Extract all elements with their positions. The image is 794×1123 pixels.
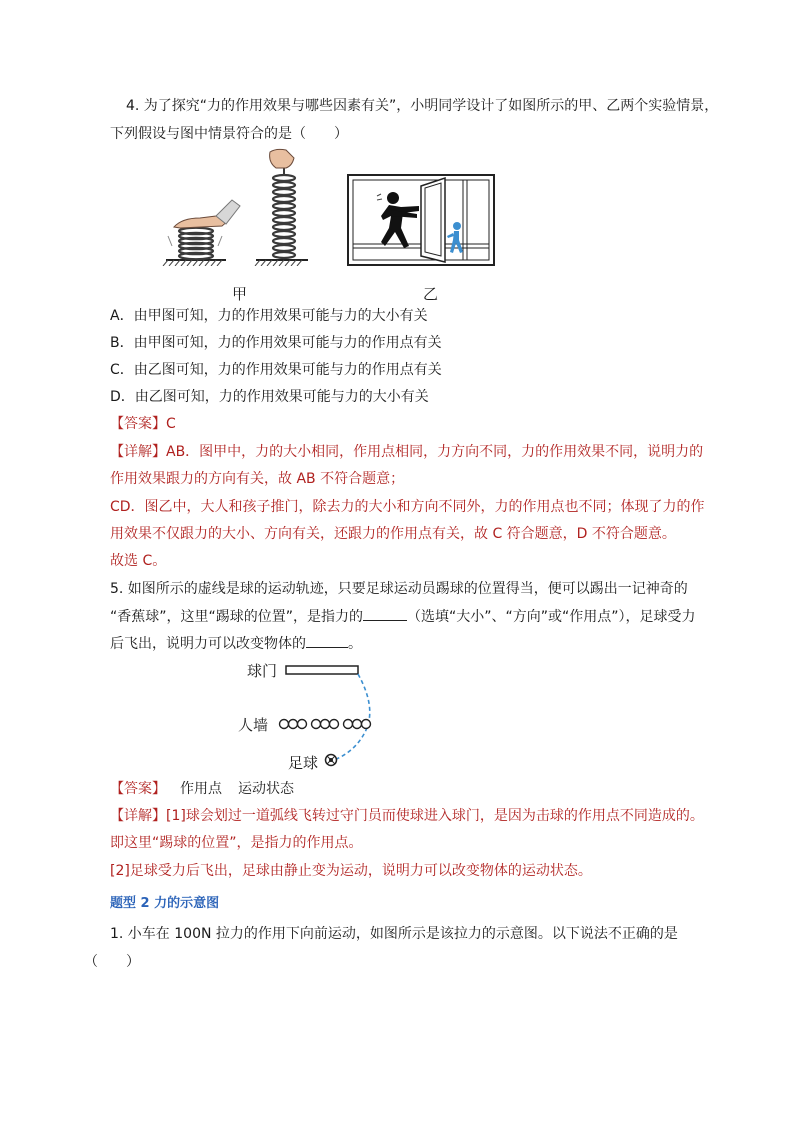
q5-stem-line2-a: “香蕉球”，这里“踢球的位置”，是指力的 — [110, 609, 364, 625]
q5-blank-2[interactable] — [306, 633, 348, 648]
q5-answer-2: 运动状态 — [238, 781, 294, 797]
ball-trajectory — [334, 674, 370, 760]
q4-option-c: C．由乙图可知，力的作用效果可能与力的作用点有关 — [110, 362, 442, 378]
q5-stem-line3-a: 后飞出，说明力可以改变物体的 — [110, 636, 306, 652]
stretched-spring — [255, 149, 308, 266]
q4-detail-1b: 作用效果跟力的方向有关，故 AB 不符合题意； — [110, 471, 405, 487]
q4-detail-2a: CD．图乙中，大人和孩子推门，除去力的大小和方向不同外，力的作用点也不同；体现了力的作 — [110, 499, 705, 515]
q5-detail-1b: 即这里“踢球的位置”，是指力的作用点。 — [110, 835, 363, 851]
football-icon — [326, 755, 337, 766]
q5-blank-1[interactable] — [363, 606, 407, 621]
q4-answer — [110, 414, 176, 434]
q5-answer-tag: 【答案】 — [110, 781, 166, 797]
section-title: 题型 2 力的示意图 — [110, 896, 220, 911]
q4-detail-1a-text: AB．图甲中，力的大小相同，作用点相同，力方向不同，力的作用效果不同，说明力的 — [166, 444, 704, 460]
q4-option-a: A．由甲图可知，力的作用效果可能与力的大小有关 — [110, 308, 428, 324]
q5-detail-1a-text: [1]球会划过一道弧线飞转过守门员而使球进入球门，是因为击球的作用点不同造成的。 — [166, 808, 704, 824]
q5-stem-line3-b: 。 — [348, 636, 362, 652]
q1-stem-line1: 1. 小车在 100N 拉力的作用下向前运动，如图所示是该拉力的示意图。以下说法不正确的是 — [110, 926, 678, 942]
caption-yi: 乙 — [423, 285, 439, 303]
detail-tag: 【详解】 — [110, 444, 166, 460]
caption-jia: 甲 — [232, 285, 248, 303]
ball-label: 足球 — [288, 754, 319, 772]
q4-answer-value: C — [166, 416, 176, 432]
q4-detail-2b: 用效果不仅跟力的大小、方向有关，还跟力的作用点有关，故 C 符合题意，D 不符合题意。 — [110, 526, 676, 542]
goal-label: 球门 — [247, 662, 278, 680]
q5-detail-tag: 【详解】 — [110, 808, 166, 824]
q5-detail-2: [2]足球受力后飞出，足球由静止变为运动，说明力可以改变物体的运动状态。 — [110, 863, 592, 879]
wall-label: 人墙 — [238, 716, 269, 734]
q4-option-b: B．由甲图可知，力的作用效果可能与力的作用点有关 — [110, 335, 442, 351]
q4-detail-1a — [110, 442, 703, 462]
q4-stem-line2: 下列假设与图中情景符合的是（ ） — [110, 126, 348, 142]
q5-stem-line3 — [110, 633, 362, 654]
q4-stem-line1: 4. 为了探究“力的作用效果与哪些因素有关”，小明同学设计了如图所示的甲、乙两个实验情景， — [126, 98, 719, 114]
q5-stem-line2-b: （选填“大小”、“方向”或“作用点”），足球受力 — [407, 609, 696, 625]
q5-answer-1: 作用点 — [180, 781, 222, 797]
q4-option-d: D．由乙图可知，力的作用效果可能与力的大小有关 — [110, 389, 429, 405]
figure-yi — [347, 174, 495, 266]
q4-conclusion: 故选 C。 — [110, 553, 167, 569]
q1-stem-line2: （ ） — [84, 954, 140, 970]
answer-tag: 【答案】 — [110, 416, 166, 432]
q5-detail-1a — [110, 806, 704, 826]
compressed-spring — [163, 200, 240, 266]
q5-answer — [110, 779, 294, 799]
player-wall — [280, 720, 371, 729]
q5-stem-line2 — [110, 606, 696, 627]
figure-jia — [160, 148, 310, 266]
q5-stem-line1: 5. 如图所示的虚线是球的运动轨迹，只要足球运动员踢球的位置得当，便可以踢出一记神奇的 — [110, 581, 688, 597]
banana-kick-figure — [274, 660, 384, 772]
goal-bar — [286, 666, 358, 674]
